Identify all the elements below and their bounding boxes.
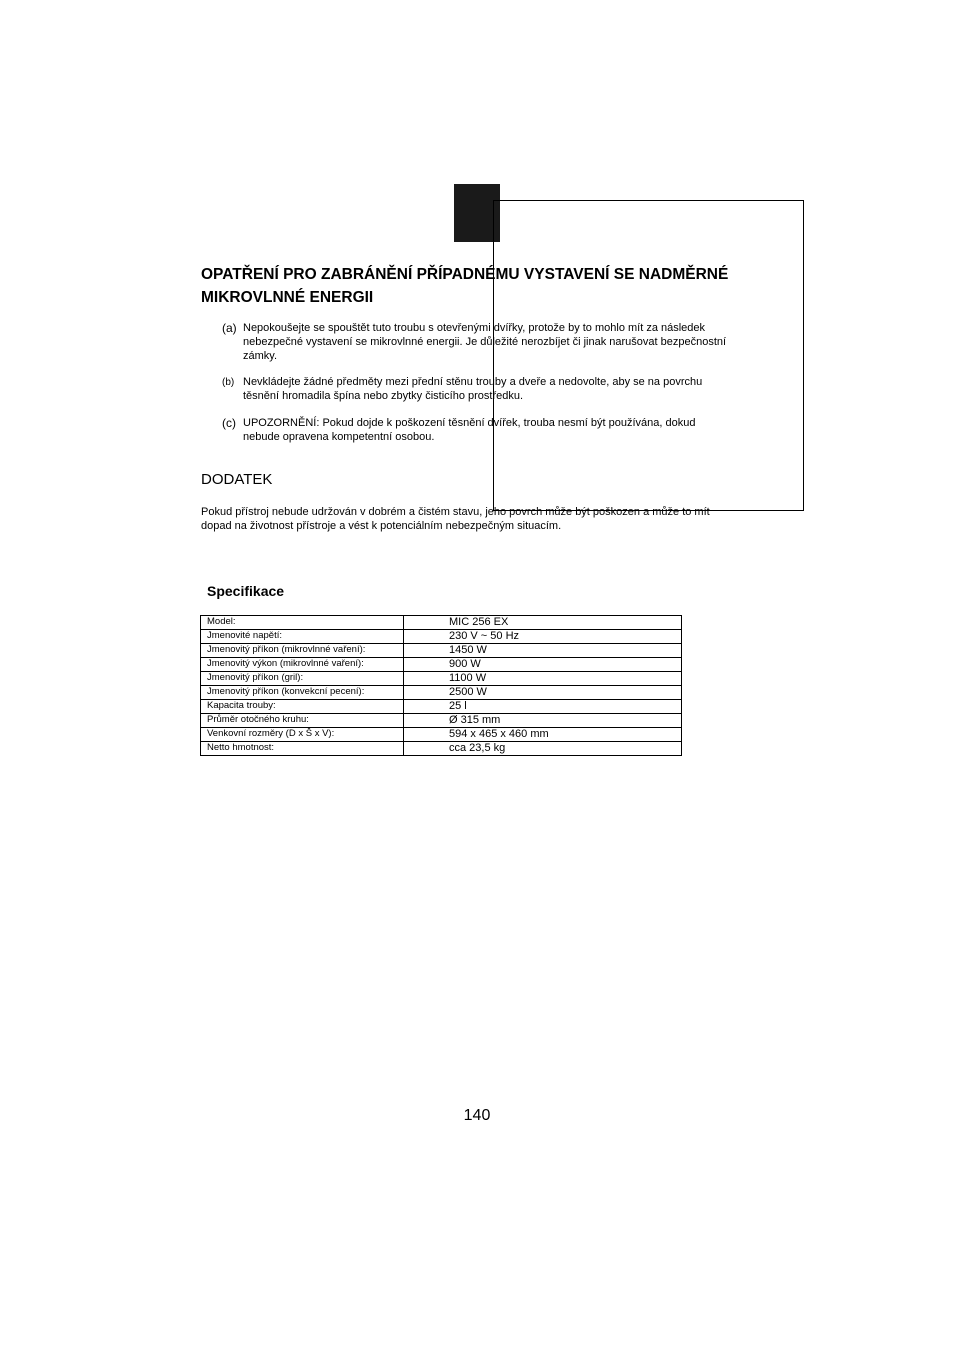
table-row [201, 658, 682, 672]
item-line: nebezpečné vystavení se mikrovlnné energii. Je důležité nerozbíjet či jinak narušovat bezpečnostní [243, 336, 727, 348]
spec-label: Průměr otočného kruhu: [201, 714, 404, 728]
table-row [201, 616, 682, 630]
spec-value: 25 l [404, 700, 682, 714]
list-item-c [222, 416, 782, 444]
paragraph-line: Pokud přístroj nebude udržován v dobrém a čistém stavu, jeho povrch může být poškozen a může to mít [201, 506, 710, 518]
spec-label: Model: [201, 616, 404, 630]
item-marker: (b) [222, 377, 235, 388]
item-line: nebude opravena kompetentní osobou. [243, 431, 435, 443]
spec-label: Jmenovitý příkon (gril): [201, 672, 404, 686]
table-row [201, 630, 682, 644]
item-line: těsnění hromadila špína nebo zbytky čisticího prostředku. [243, 390, 524, 402]
spec-value: cca 23,5 kg [404, 742, 682, 756]
table-row [201, 714, 682, 728]
spec-value: 2500 W [404, 686, 682, 700]
table-row [201, 728, 682, 742]
table-row [201, 700, 682, 714]
item-line: Nevkládejte žádné předměty mezi přední stěnu trouby a dveře a nedovolte, aby se na povrchu [243, 376, 703, 388]
item-marker: (a) [222, 321, 237, 335]
appendix-paragraph [201, 505, 761, 533]
table-row [201, 742, 682, 756]
spec-value: Ø 315 mm [404, 714, 682, 728]
spec-value: MIC 256 EX [404, 616, 682, 630]
list-item-b [222, 375, 782, 403]
list-item-a [222, 321, 782, 363]
heading-line-1: OPATŘENÍ PRO ZABRÁNĚNÍ PŘÍPADNÉMU VYSTAVENÍ SE NADMĚRNÉ [201, 266, 729, 283]
spec-value: 1100 W [404, 672, 682, 686]
spec-label: Netto hmotnost: [201, 742, 404, 756]
item-line: Nepokoušejte se spouštět tuto troubu s otevřenými dvířky, protože by to mohlo mít za následek [243, 322, 706, 334]
spec-label: Kapacita trouby: [201, 700, 404, 714]
item-line: UPOZORNĚNÍ: Pokud dojde k poškození těsnění dvířek, trouba nesmí být používána, dokud [243, 417, 696, 429]
section-heading [201, 263, 801, 309]
spec-value: 1450 W [404, 644, 682, 658]
spec-label: Jmenovité napětí: [201, 630, 404, 644]
appendix-title: DODATEK [201, 471, 273, 488]
spec-value: 594 x 465 x 460 mm [404, 728, 682, 742]
spec-value: 900 W [404, 658, 682, 672]
table-row [201, 672, 682, 686]
spec-label: Jmenovitý příkon (mikrovlnné vaření): [201, 644, 404, 658]
spec-label: Jmenovitý výkon (mikrovlnné vaření): [201, 658, 404, 672]
spec-label: Venkovní rozměry (D x Š x V): [201, 728, 404, 742]
table-row [201, 644, 682, 658]
item-line: zámky. [243, 350, 278, 362]
heading-line-2: MIKROVLNNÉ ENERGII [201, 289, 374, 306]
paragraph-line: dopad na životnost přístroje a vést k potenciálním nebezpečným situacím. [201, 520, 562, 532]
specifications-table [200, 615, 682, 756]
specifications-title: Specifikace [207, 583, 285, 599]
item-marker: (c) [222, 416, 236, 430]
page-number: 140 [463, 1107, 491, 1124]
spec-label: Jmenovitý příkon (konvekcní pecení): [201, 686, 404, 700]
spec-value: 230 V ~ 50 Hz [404, 630, 682, 644]
table-row [201, 686, 682, 700]
